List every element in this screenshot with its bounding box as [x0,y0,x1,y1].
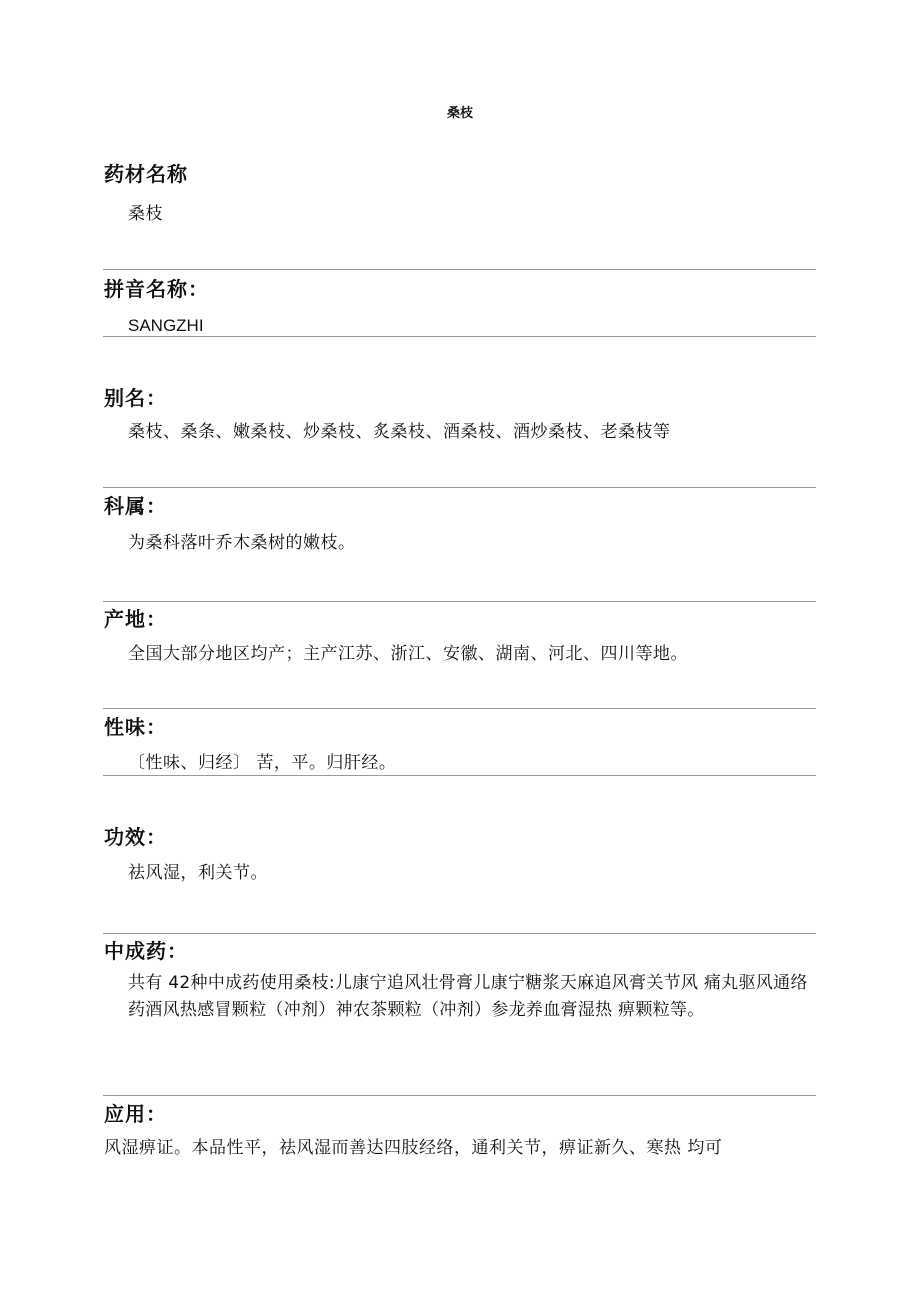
section-content-patent-medicine: 共有 42种中成药使用桑枝:儿康宁追风壮骨膏儿康宁糖浆天麻追风膏关节风 痛丸驱风通络药酒风热感冒颗粒（冲剂）神农茶颗粒（冲剂）参龙养血膏湿热 痹颗粒等。 [128,973,808,1020]
section-heading-patent-medicine: 中成药： [104,939,188,963]
divider [103,775,816,776]
section-content-family: 为桑科落叶乔木桑树的嫩枝。 [128,533,356,553]
divider [103,269,816,270]
divider [103,601,816,602]
section-heading-efficacy: 功效： [104,825,167,849]
section-heading-application: 应用： [104,1102,167,1126]
section-content-nature: 〔性味、归经〕 苦，平。归肝经。 [128,753,397,773]
section-content-efficacy: 祛风湿，利关节。 [128,863,268,883]
section-heading-alias: 别名： [104,386,167,410]
section-heading-pinyin: 拼音名称： [104,277,209,301]
section-heading-origin: 产地： [104,607,167,631]
divider [103,933,816,934]
divider [103,708,816,709]
section-heading-name: 药材名称 [104,162,188,186]
divider [103,1095,816,1096]
section-heading-nature: 性味： [104,715,167,739]
divider [103,487,816,488]
section-content-application: 风湿痹证。本品性平，祛风湿而善达四肢经络，通利关节，痹证新久、寒热 均可 [104,1138,723,1158]
section-content-origin: 全国大部分地区均产；主产江苏、浙江、安徽、湖南、河北、四川等地。 [128,644,688,664]
section-content-pinyin: SANGZHI [128,316,204,335]
section-heading-family: 科属： [104,494,167,518]
document-title: 桑枝 [446,106,473,121]
divider [103,336,816,337]
section-content-alias: 桑枝、桑条、嫩桑枝、炒桑枝、炙桑枝、酒桑枝、酒炒桑枝、老桑枝等 [128,422,671,442]
section-content-name: 桑枝 [128,204,163,224]
